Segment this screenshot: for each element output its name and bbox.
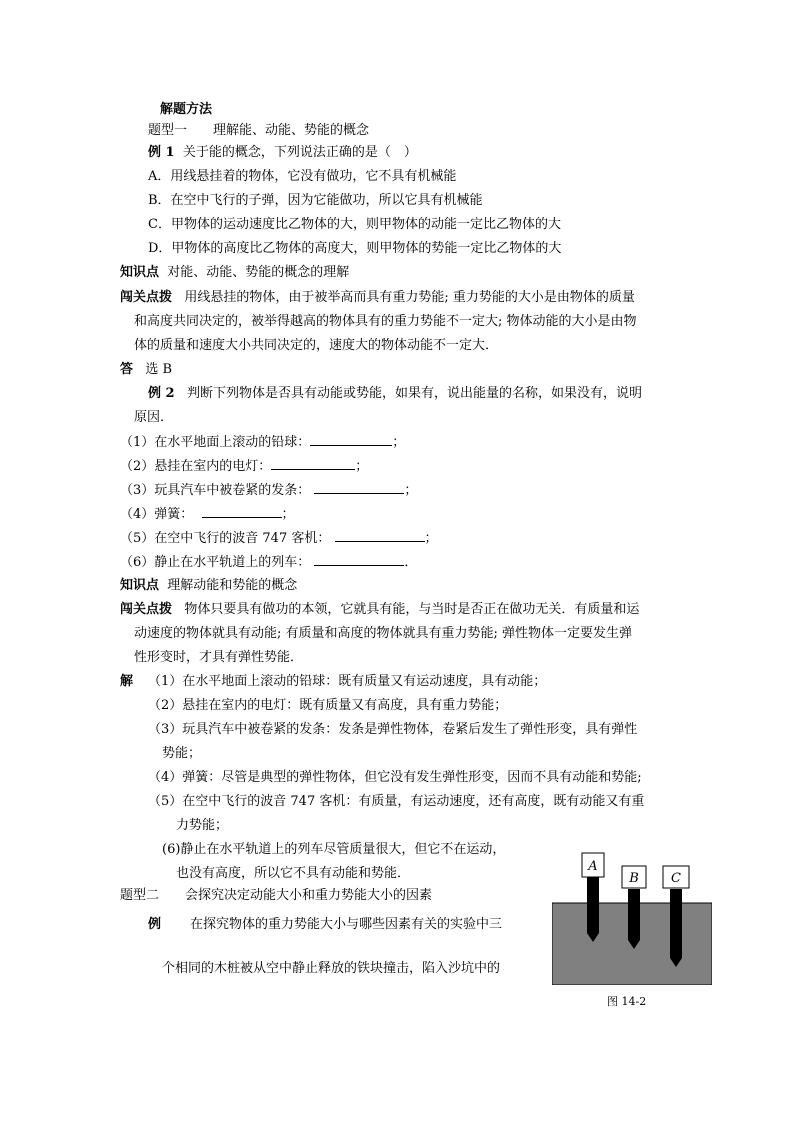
example3-line1 xyxy=(148,915,502,934)
tips2-line2: 动速度的物体就具有动能; 有质量和高度的物体就具有重力势能; 弹性物体一定要发生弹 xyxy=(134,626,633,641)
option-d: D．甲物体的高度比乙物体的高度大，则甲物体的势能一定比乙物体的大 xyxy=(148,241,562,256)
question2-item-end: ． xyxy=(404,555,418,570)
example2-text: 判断下列物体是否具有动能或势能，如果有，说出能量的名称，如果没有，说明 xyxy=(186,386,642,401)
question2-item-end: ； xyxy=(404,483,418,498)
example1 xyxy=(148,143,417,162)
answer-label: 答 xyxy=(120,362,134,377)
solution-line: (6)静止在水平轨道上的列车尽管质量很大，但它不在运动， xyxy=(162,842,506,857)
solution-line: （3）玩具汽车中被卷紧的发条：发条是弹性物体，卷紧后发生了弹性形变，具有弹性 xyxy=(148,722,638,737)
knowledge-point-1 xyxy=(120,263,349,282)
answer-blank[interactable] xyxy=(335,528,425,542)
knowledge-point-text: 理解动能和势能的概念 xyxy=(167,578,298,593)
method-heading: 解题方法 xyxy=(160,102,213,117)
question2-item-text: （4）弹簧： xyxy=(120,507,194,522)
question2-item-end: ； xyxy=(424,531,438,546)
answer-blank[interactable] xyxy=(310,432,392,446)
tips1-line1 xyxy=(120,288,635,307)
solution-line: 势能； xyxy=(162,746,202,761)
solution-line: （4）弹簧：尽管是典型的弹性物体，但它没有发生弹性形变，因而不具有动能和势能; xyxy=(148,770,642,785)
question2-item-text: （2）悬挂在室内的电灯： xyxy=(120,459,272,474)
knowledge-point-2 xyxy=(120,576,297,595)
solution-label: 解 xyxy=(120,674,134,689)
tips-text: 物体只要具有做功的本领，它就具有能，与当时是否正在做功无关．有质量和运 xyxy=(184,602,640,617)
knowledge-point-text: 对能、动能、势能的概念的理解 xyxy=(167,265,350,280)
example2-line2: 原因． xyxy=(134,410,174,425)
tips1-line3: 体的质量和速度大小共同决定的，速度大的物体动能不一定大． xyxy=(134,338,499,353)
option-c: C．甲物体的运动速度比乙物体的大，则甲物体的动能一定比乙物体的大 xyxy=(148,217,561,232)
question2-item xyxy=(120,552,417,572)
option-a: A．用线悬挂着的物体，它没有做功，它不具有机械能 xyxy=(148,169,457,184)
tips-label: 闯关点拨 xyxy=(120,602,173,617)
solution-line: （5）在空中飞行的波音 747 客机：有质量，有运动速度，还有高度，既有动能又有重 xyxy=(148,794,645,809)
question2-item xyxy=(120,456,368,476)
tips1-line2: 和高度共同决定的，被举得越高的物体具有的重力势能不一定大; 物体动能的大小是由物 xyxy=(134,314,637,329)
question2-item-end: ； xyxy=(281,507,295,522)
tips-text: 用线悬挂的物体，由于被举高而具有重力势能; 重力势能的大小是由物体的质量 xyxy=(184,290,635,305)
example3-text: 在探究物体的重力势能大小与哪些因素有关的实验中三 xyxy=(189,917,502,932)
answer-blank[interactable] xyxy=(271,456,355,470)
question2-item xyxy=(120,504,295,524)
example3-line2: 个相同的木桩被从空中静止释放的铁块撞击，陷入沙坑中的 xyxy=(162,961,501,976)
question2-item-text: （6）静止在水平轨道上的列车： xyxy=(120,555,311,570)
figure-caption: 图 14-2 xyxy=(607,995,647,1008)
knowledge-point-label: 知识点 xyxy=(120,578,160,593)
sand-pit-figure xyxy=(552,850,712,985)
answer-text: 选 B xyxy=(145,362,173,377)
example1-text: 关于能的概念，下列说法正确的是（ ） xyxy=(182,145,417,160)
question2-item-end: ； xyxy=(355,459,369,474)
example2-label: 例 2 xyxy=(148,386,175,401)
solution-line: （2）悬挂在室内的电灯：既有质量又有高度，具有重力势能； xyxy=(148,698,508,713)
tips2-line3: 性形变时，才具有弹性势能． xyxy=(134,650,304,665)
answer-blank[interactable] xyxy=(314,480,404,494)
question2-item-text: （1）在水平地面上滚动的铅球： xyxy=(120,435,311,450)
question2-item xyxy=(120,528,438,548)
example1-label: 例 1 xyxy=(148,145,175,160)
stake-label-a: A xyxy=(588,859,598,874)
example3-label: 例 xyxy=(148,917,162,932)
type2-heading: 题型二 会探究决定动能大小和重力势能大小的因素 xyxy=(120,888,433,903)
answer-blank[interactable] xyxy=(314,552,404,566)
question2-item-text: （3）玩具汽车中被卷紧的发条： xyxy=(120,483,311,498)
tips2-line1 xyxy=(120,600,639,619)
solution-line: 也没有高度，所以它不具有动能和势能． xyxy=(176,866,411,881)
stake-label-b: B xyxy=(629,871,639,886)
answer-blank[interactable] xyxy=(202,504,282,518)
question2-item xyxy=(120,480,417,500)
question2-item-text: （5）在空中飞行的波音 747 客机： xyxy=(120,531,331,546)
example2-line1 xyxy=(148,384,642,403)
knowledge-point-label: 知识点 xyxy=(120,265,160,280)
question2-item xyxy=(120,432,405,452)
solution-line: （1）在水平地面上滚动的铅球：既有质量又有运动速度，具有动能； xyxy=(148,674,547,689)
tips-label: 闯关点拨 xyxy=(120,290,173,305)
option-b: B．在空中飞行的子弹，因为它能做功，所以它具有机械能 xyxy=(148,193,483,208)
solution-line: 力势能； xyxy=(176,818,229,833)
stake-label-c: C xyxy=(671,871,681,886)
question2-item-end: ； xyxy=(392,435,406,450)
answer-1 xyxy=(120,360,172,379)
type1-heading: 题型一 理解能、动能、势能的概念 xyxy=(148,123,370,138)
